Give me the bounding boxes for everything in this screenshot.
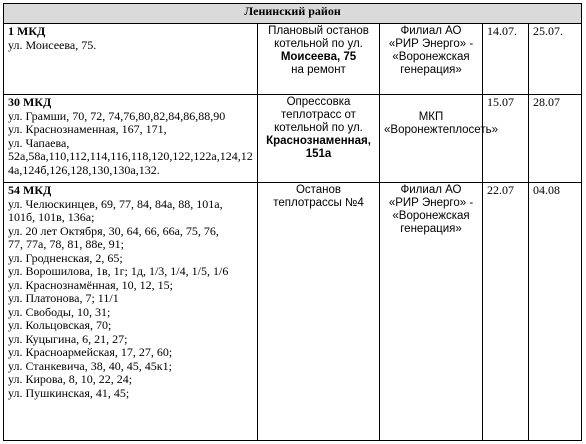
address-line: ул. Краснознаменная, 167, 171, — [8, 122, 167, 136]
address-line: ул. Гродненская, 2, 65; — [8, 250, 123, 265]
organization-text: МКП «Воронежтеплосеть» — [384, 111, 498, 136]
address-line: ул. Краснознамённая, 10, 12, 15; — [8, 277, 173, 292]
address-line: 101б, 101в, 136а; — [8, 210, 95, 224]
address-line: ул. Станкевича, 38, 40, 45, 45к1; — [8, 358, 172, 373]
address-line: ул. Куцыгина, 6, 21, 27; — [8, 331, 128, 346]
address-line: ул. Платонова, 7; 11/1 — [8, 291, 119, 305]
start-date: 22.07 — [483, 183, 529, 441]
reason-cell — [258, 95, 380, 183]
address-line: ул. Челюскинцев, 69, 77, 84, 84а, 88, 101а, — [8, 196, 223, 211]
reason-cell — [258, 24, 380, 95]
address-line: ул. Пушкинская, 41, 45; — [8, 385, 130, 400]
address-line: ул. Грамши, 70, 72, 74,76,80,82,84,86,88,90 — [8, 108, 226, 123]
reason-text: Опрессовка теплотрасс от котельной по ул. — [274, 96, 363, 134]
address-line: ул. Кирова, 8, 10, 22, 24; — [8, 372, 133, 386]
organization-cell — [380, 95, 498, 183]
address-line: ул. 20 лет Октября, 30, 64, 66, 66а, 75, 76, — [8, 223, 219, 238]
outage-table — [3, 3, 582, 441]
end-date: 25.07. — [529, 24, 582, 95]
address-line: ул. Красноармейская, 17, 27, 60; — [8, 345, 173, 359]
address-cell — [4, 183, 258, 441]
district-title: Ленинский район — [4, 4, 582, 24]
reason-cell: Останов теплотрассы №4 — [258, 183, 380, 441]
end-date: 28.07 — [529, 95, 582, 183]
reason-text: Плановый останов котельной по ул. — [268, 25, 369, 50]
building-count: 1 МКД — [8, 24, 46, 38]
address-line: ул. Кольцовская, 70; — [8, 318, 112, 332]
building-count: 30 МКД — [8, 95, 52, 109]
address-line: ул. Свободы, 10, 31; — [8, 304, 111, 319]
building-count: 54 МКД — [8, 183, 52, 197]
reason-location: Краснознаменная, 151а — [266, 135, 371, 160]
organization-cell: Филиал АО «РИР Энерго» - «Воронежская генерация» — [380, 183, 483, 441]
start-date: 15.07 — [483, 95, 529, 183]
address-line: ул. Чапаева, — [8, 135, 70, 150]
address-line: 52а,58а,110,112,114,116,118,120,122,122а,124,124а,124б,126,128,130,130а,132. — [8, 149, 253, 177]
reason-location: Моисеева, 75 — [280, 51, 357, 63]
start-date: 14.07. — [483, 24, 529, 95]
district-header-row — [4, 4, 582, 24]
address-cell — [4, 24, 258, 95]
address-line: ул. Ворошилова, 1в, 1г; 1д, 1/3, 1/4, 1/5, 1/6 — [8, 264, 229, 278]
table-row — [4, 95, 582, 183]
address-cell — [4, 95, 258, 183]
reason-suffix: на ремонт — [291, 64, 346, 76]
end-date: 04.08 — [529, 183, 582, 441]
table-row — [4, 24, 582, 95]
table-row — [4, 183, 582, 441]
organization-cell: Филиал АО «РИР Энерго» - «Воронежская генерация» — [380, 24, 483, 95]
address-line: 77, 77а, 78, 81, 88е, 91; — [8, 237, 124, 251]
address-line: ул. Моисеева, 75. — [8, 37, 97, 52]
